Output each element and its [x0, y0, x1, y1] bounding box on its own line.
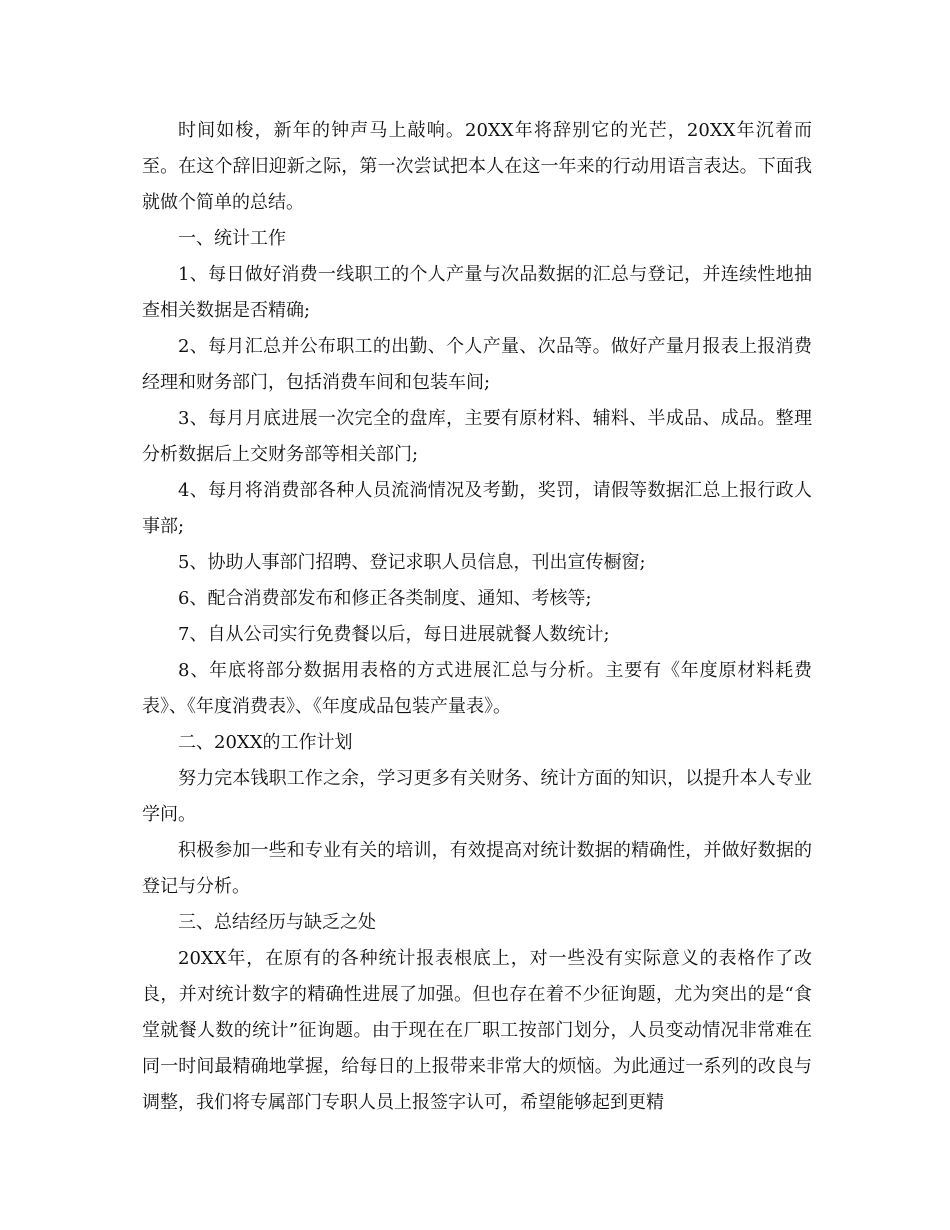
list-item-3: 3、每月月底进展一次完全的盘库，主要有原材料、辅料、半成品、成品。整理分析数据后上交财务部等相关部门; [142, 408, 812, 465]
summary-paragraph: 20XX年，在原有的各种统计报表根底上，对一些没有实际意义的表格作了改良，并对统计数字的精确性进展了加强。但也存在着不少征询题，尤为突出的是“食堂就餐人数的统计”征询题。由于现在在厂职工按部门划分，人员变动情况非常难在同一时间最精确地掌握，给每日的上报带来非常大的烦恼。为此通过一系列的改良与调整，我们将专属部门专职人员上报签字认可，希望能够起到更精 [142, 948, 812, 1113]
list-item-5: 5、协助人事部门招聘、登记求职人员信息，刊出宣传橱窗; [178, 552, 646, 573]
section-heading-summary: 三、总结经历与缺乏之处 [178, 912, 376, 933]
section-heading-plan: 二、20XX的工作计划 [178, 732, 353, 753]
plan-paragraph-2: 积极参加一些和专业有关的培训，有效提高对统计数据的精确性，并做好数据的登记与分析。 [142, 840, 812, 897]
list-item-8: 8、年底将部分数据用表格的方式进展汇总与分析。主要有《年度原材料耗费表》、《年度消费表》、《年度成品包装产量表》。 [142, 660, 812, 717]
list-item-1: 1、每日做好消费一线职工的个人产量与次品数据的汇总与登记，并连续性地抽查相关数据是否精确; [142, 264, 812, 321]
list-item-4: 4、每月将消费部各种人员流淌情况及考勤，奖罚，请假等数据汇总上报行政人事部; [142, 480, 812, 537]
list-item-7: 7、自从公司实行免费餐以后，每日进展就餐人数统计; [178, 624, 610, 645]
section-heading-statistics: 一、统计工作 [178, 228, 286, 249]
intro-paragraph: 时间如梭，新年的钟声马上敲响。20XX年将辞别它的光芒，20XX年沉着而至。在这个辞旧迎新之际，第一次尝试把本人在这一年来的行动用语言表达。下面我就做个简单的总结。 [142, 120, 812, 213]
document-body [142, 113, 812, 1121]
plan-paragraph-1: 努力完本钱职工作之余，学习更多有关财务、统计方面的知识，以提升本人专业学问。 [142, 768, 812, 825]
list-item-6: 6、配合消费部发布和修正各类制度、通知、考核等; [178, 588, 592, 609]
list-item-2: 2、每月汇总并公布职工的出勤、个人产量、次品等。做好产量月报表上报消费经理和财务部门，包括消费车间和包装车间; [142, 336, 812, 393]
